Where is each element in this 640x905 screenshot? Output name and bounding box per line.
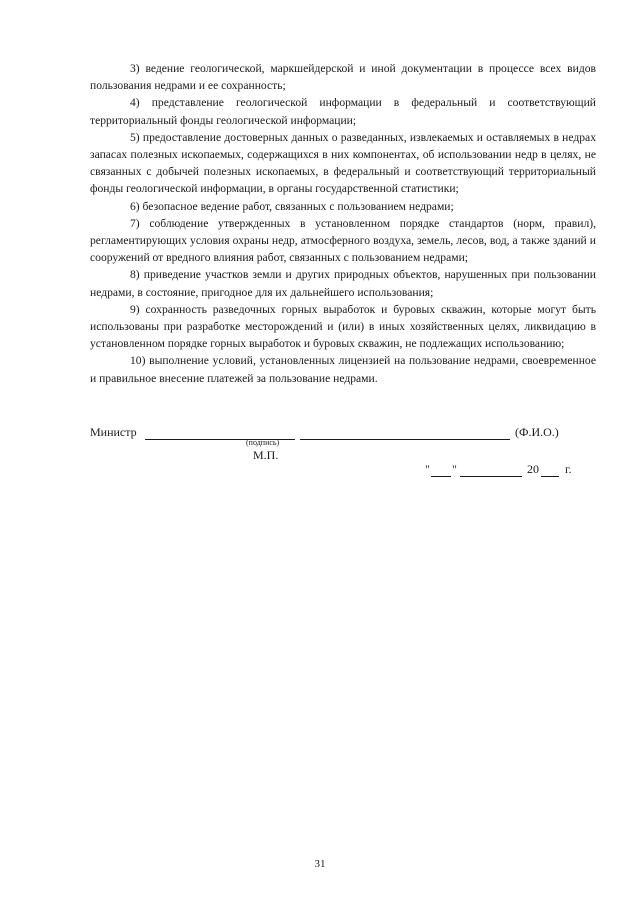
fio-label: (Ф.И.О.)	[515, 425, 559, 439]
page-number: 31	[314, 858, 326, 870]
year-blank	[541, 476, 559, 477]
paragraph-item-5: 5) предоставление достоверных данных о разведанных, извлекаемых и оставляемых в недрах запасах полезных ископаемых, содержащихся в них компонентах, об использовании недр в целях, не связанных с добычей полезных ископаемых, в федеральный и соответствующий территориальный фонды геологической информации, в органы государственной статистики;	[90, 130, 596, 196]
year-prefix: 20	[527, 462, 539, 476]
signature-block	[90, 425, 596, 445]
year-suffix: г.	[565, 462, 572, 476]
paragraph-item-10: 10) выполнение условий, установленных лицензией на пользование недрами, своевременное и правильное внесение платежей за пользование недрами.	[90, 354, 596, 385]
date-line	[425, 462, 585, 480]
paragraph-item-4: 4) представление геологической информации в федеральный и соответствующий территориальный фонды геологической информации;	[90, 96, 596, 127]
day-blank	[431, 476, 451, 477]
minister-label: Министр	[90, 425, 137, 439]
document-body	[90, 60, 596, 387]
paragraph-item-6: 6) безопасное ведение работ, связанных с пользованием недрами;	[130, 199, 454, 213]
fio-line	[300, 439, 510, 440]
paragraph-item-3: 3) ведение геологической, маркшейдерской и иной документации в процессе всех видов пользования недрами и ее сохранность;	[90, 62, 596, 93]
month-blank	[460, 476, 522, 477]
paragraph-item-7: 7) соблюдение утвержденных в установленном порядке стандартов (норм, правил), регламентирующих условия охраны недр, атмосферного воздуха, земель, лесов, вод, а также зданий и сооружений от вредного влияния работ, связанных с пользованием недрами;	[90, 216, 596, 265]
paragraph-item-8: 8) приведение участков земли и других природных объектов, нарушенных при пользовании недрами, в состояние, пригодное для их дальнейшего использования;	[90, 268, 596, 299]
date-open-quote: "	[425, 462, 430, 476]
date-close-quote: "	[452, 462, 457, 476]
stamp-label: М.П.	[253, 448, 279, 462]
signature-caption: (подпись)	[246, 438, 280, 447]
paragraph-item-9: 9) сохранность разведочных горных выработок и буровых скважин, которые могут быть использованы при разработке месторождений и (или) в иных хозяйственных целях, ликвидацию в установленном порядке горных выработок и буровых скважин, не подлежащих использованию;	[90, 302, 596, 351]
